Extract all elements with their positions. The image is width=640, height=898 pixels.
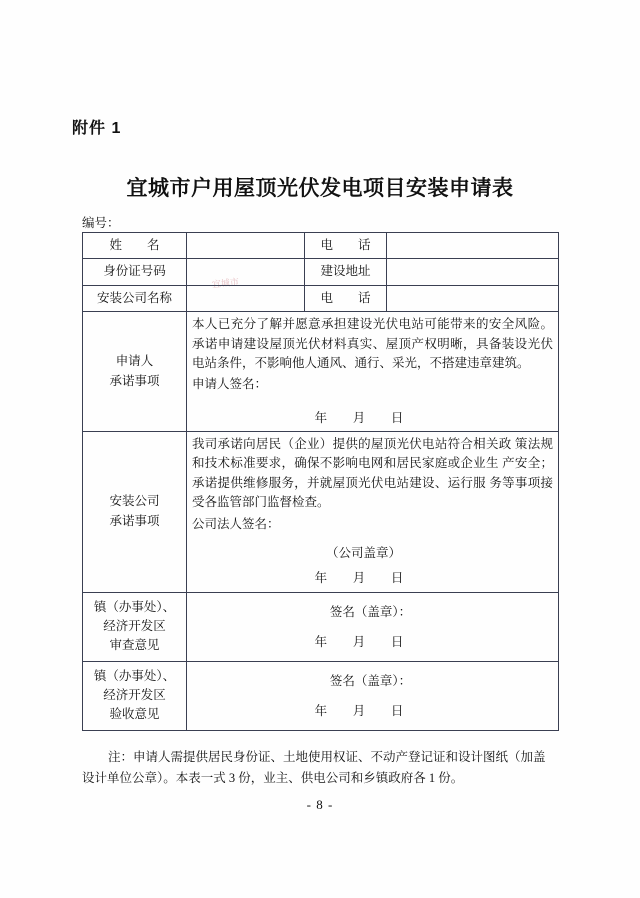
- form-note-line2: 设计单位公章）。本表一式 3 份，业主、供电公司和乡镇政府各 1 份。: [82, 771, 464, 786]
- company-date-line: [192, 569, 553, 588]
- applicant-year-label: 年: [314, 410, 329, 425]
- label-applicant-commitment-line1: 申请人: [115, 354, 154, 369]
- company-seal-label: （公司盖章）: [325, 545, 401, 560]
- form-note: [82, 747, 560, 790]
- label-name: 姓 名: [83, 233, 187, 259]
- field-id-number[interactable]: [187, 259, 305, 285]
- applicant-date-line: [192, 409, 553, 428]
- label-review-line2: 经济开发区: [103, 618, 166, 633]
- acceptance-year-label: 年: [314, 703, 329, 718]
- acceptance-date-line: [192, 702, 553, 721]
- label-acceptance-line3: 验收意见: [109, 707, 160, 722]
- label-company-commitment-line2: 承诺事项: [109, 513, 160, 528]
- page-number: - 8 -: [306, 797, 334, 812]
- cell-company-commitment[interactable]: [187, 432, 559, 593]
- label-review-line3: 审查意见: [109, 638, 160, 653]
- label-company-name: 安装公司名称: [83, 285, 187, 311]
- applicant-commitment-text: 本人已充分了解并愿意承担建设光伏电站可能带来的安全风险。承诺申请建设屋顶光伏材料真实、屋顶产权明晰，具备装设光伏电站条件，不影响他人通风、通行、采光，不搭建违章建筑。: [192, 317, 553, 370]
- table-row-applicant-commitment: [83, 312, 559, 432]
- label-company-commitment-line1: 安装公司: [109, 494, 160, 509]
- cell-acceptance-opinion[interactable]: [187, 661, 559, 730]
- review-date-line: [192, 633, 553, 652]
- page-title: 宜城市户用屋顶光伏发电项目安装申请表: [126, 177, 514, 200]
- field-phone[interactable]: [387, 233, 559, 259]
- field-company-name[interactable]: [187, 285, 305, 311]
- label-id-number: 身份证号码: [83, 259, 187, 285]
- label-review-opinion: [83, 592, 187, 661]
- table-row-company-commitment: [83, 432, 559, 593]
- company-legal-signature-label: 公司法人签名：: [192, 516, 280, 531]
- acceptance-month-label: 月: [352, 703, 367, 718]
- form-note-line1: 注：申请人需提供居民身份证、土地使用权证、不动产登记证和设计图纸（加盖: [108, 750, 546, 764]
- field-build-address[interactable]: [387, 259, 559, 285]
- company-commitment-text: 我司承诺向居民（企业）提供的屋顶光伏电站符合相关政 策法规和技术标准要求，确保不影响电网和居民家庭或企业生 产安全；承诺提供维修服务，并就屋顶光伏电站建设、运行服 务等事项接受各监管部门监督检查。: [192, 437, 553, 510]
- form-code-label: 编号：: [82, 216, 120, 230]
- label-company-commitment: [83, 432, 187, 593]
- table-row: [83, 233, 559, 259]
- field-company-phone[interactable]: [387, 285, 559, 311]
- label-acceptance-opinion: [83, 661, 187, 730]
- label-build-address: 建设地址: [305, 259, 387, 285]
- table-row: [83, 259, 559, 285]
- label-acceptance-line2: 经济开发区: [103, 687, 166, 702]
- acceptance-day-label: 日: [390, 703, 405, 718]
- label-acceptance-line1: 镇（办事处）、: [93, 668, 176, 683]
- company-month-label: 月: [352, 571, 367, 586]
- company-day-label: 日: [390, 571, 405, 586]
- table-row-acceptance-opinion: [83, 661, 559, 730]
- company-year-label: 年: [314, 571, 329, 586]
- red-stamp-mark: 宜城市: [211, 276, 240, 290]
- table-row: [83, 285, 559, 311]
- cell-review-opinion[interactable]: [187, 592, 559, 661]
- review-year-label: 年: [314, 634, 329, 649]
- table-row-review-opinion: [83, 592, 559, 661]
- label-applicant-commitment: [83, 312, 187, 432]
- review-month-label: 月: [352, 634, 367, 649]
- applicant-month-label: 月: [352, 410, 367, 425]
- applicant-signature-label: 申请人签名：: [192, 377, 268, 392]
- applicant-day-label: 日: [390, 410, 405, 425]
- label-phone: 电 话: [305, 233, 387, 259]
- label-applicant-commitment-line2: 承诺事项: [109, 373, 160, 388]
- cell-applicant-commitment[interactable]: [187, 312, 559, 432]
- label-company-phone: 电 话: [305, 285, 387, 311]
- attachment-label: 附件 1: [72, 120, 122, 137]
- review-signature-label: 签名（盖章）：: [329, 605, 412, 620]
- review-day-label: 日: [390, 634, 405, 649]
- field-name[interactable]: [187, 233, 305, 259]
- application-form-table: [82, 232, 559, 731]
- label-review-line1: 镇（办事处）、: [93, 599, 176, 614]
- acceptance-signature-label: 签名（盖章）：: [329, 674, 412, 689]
